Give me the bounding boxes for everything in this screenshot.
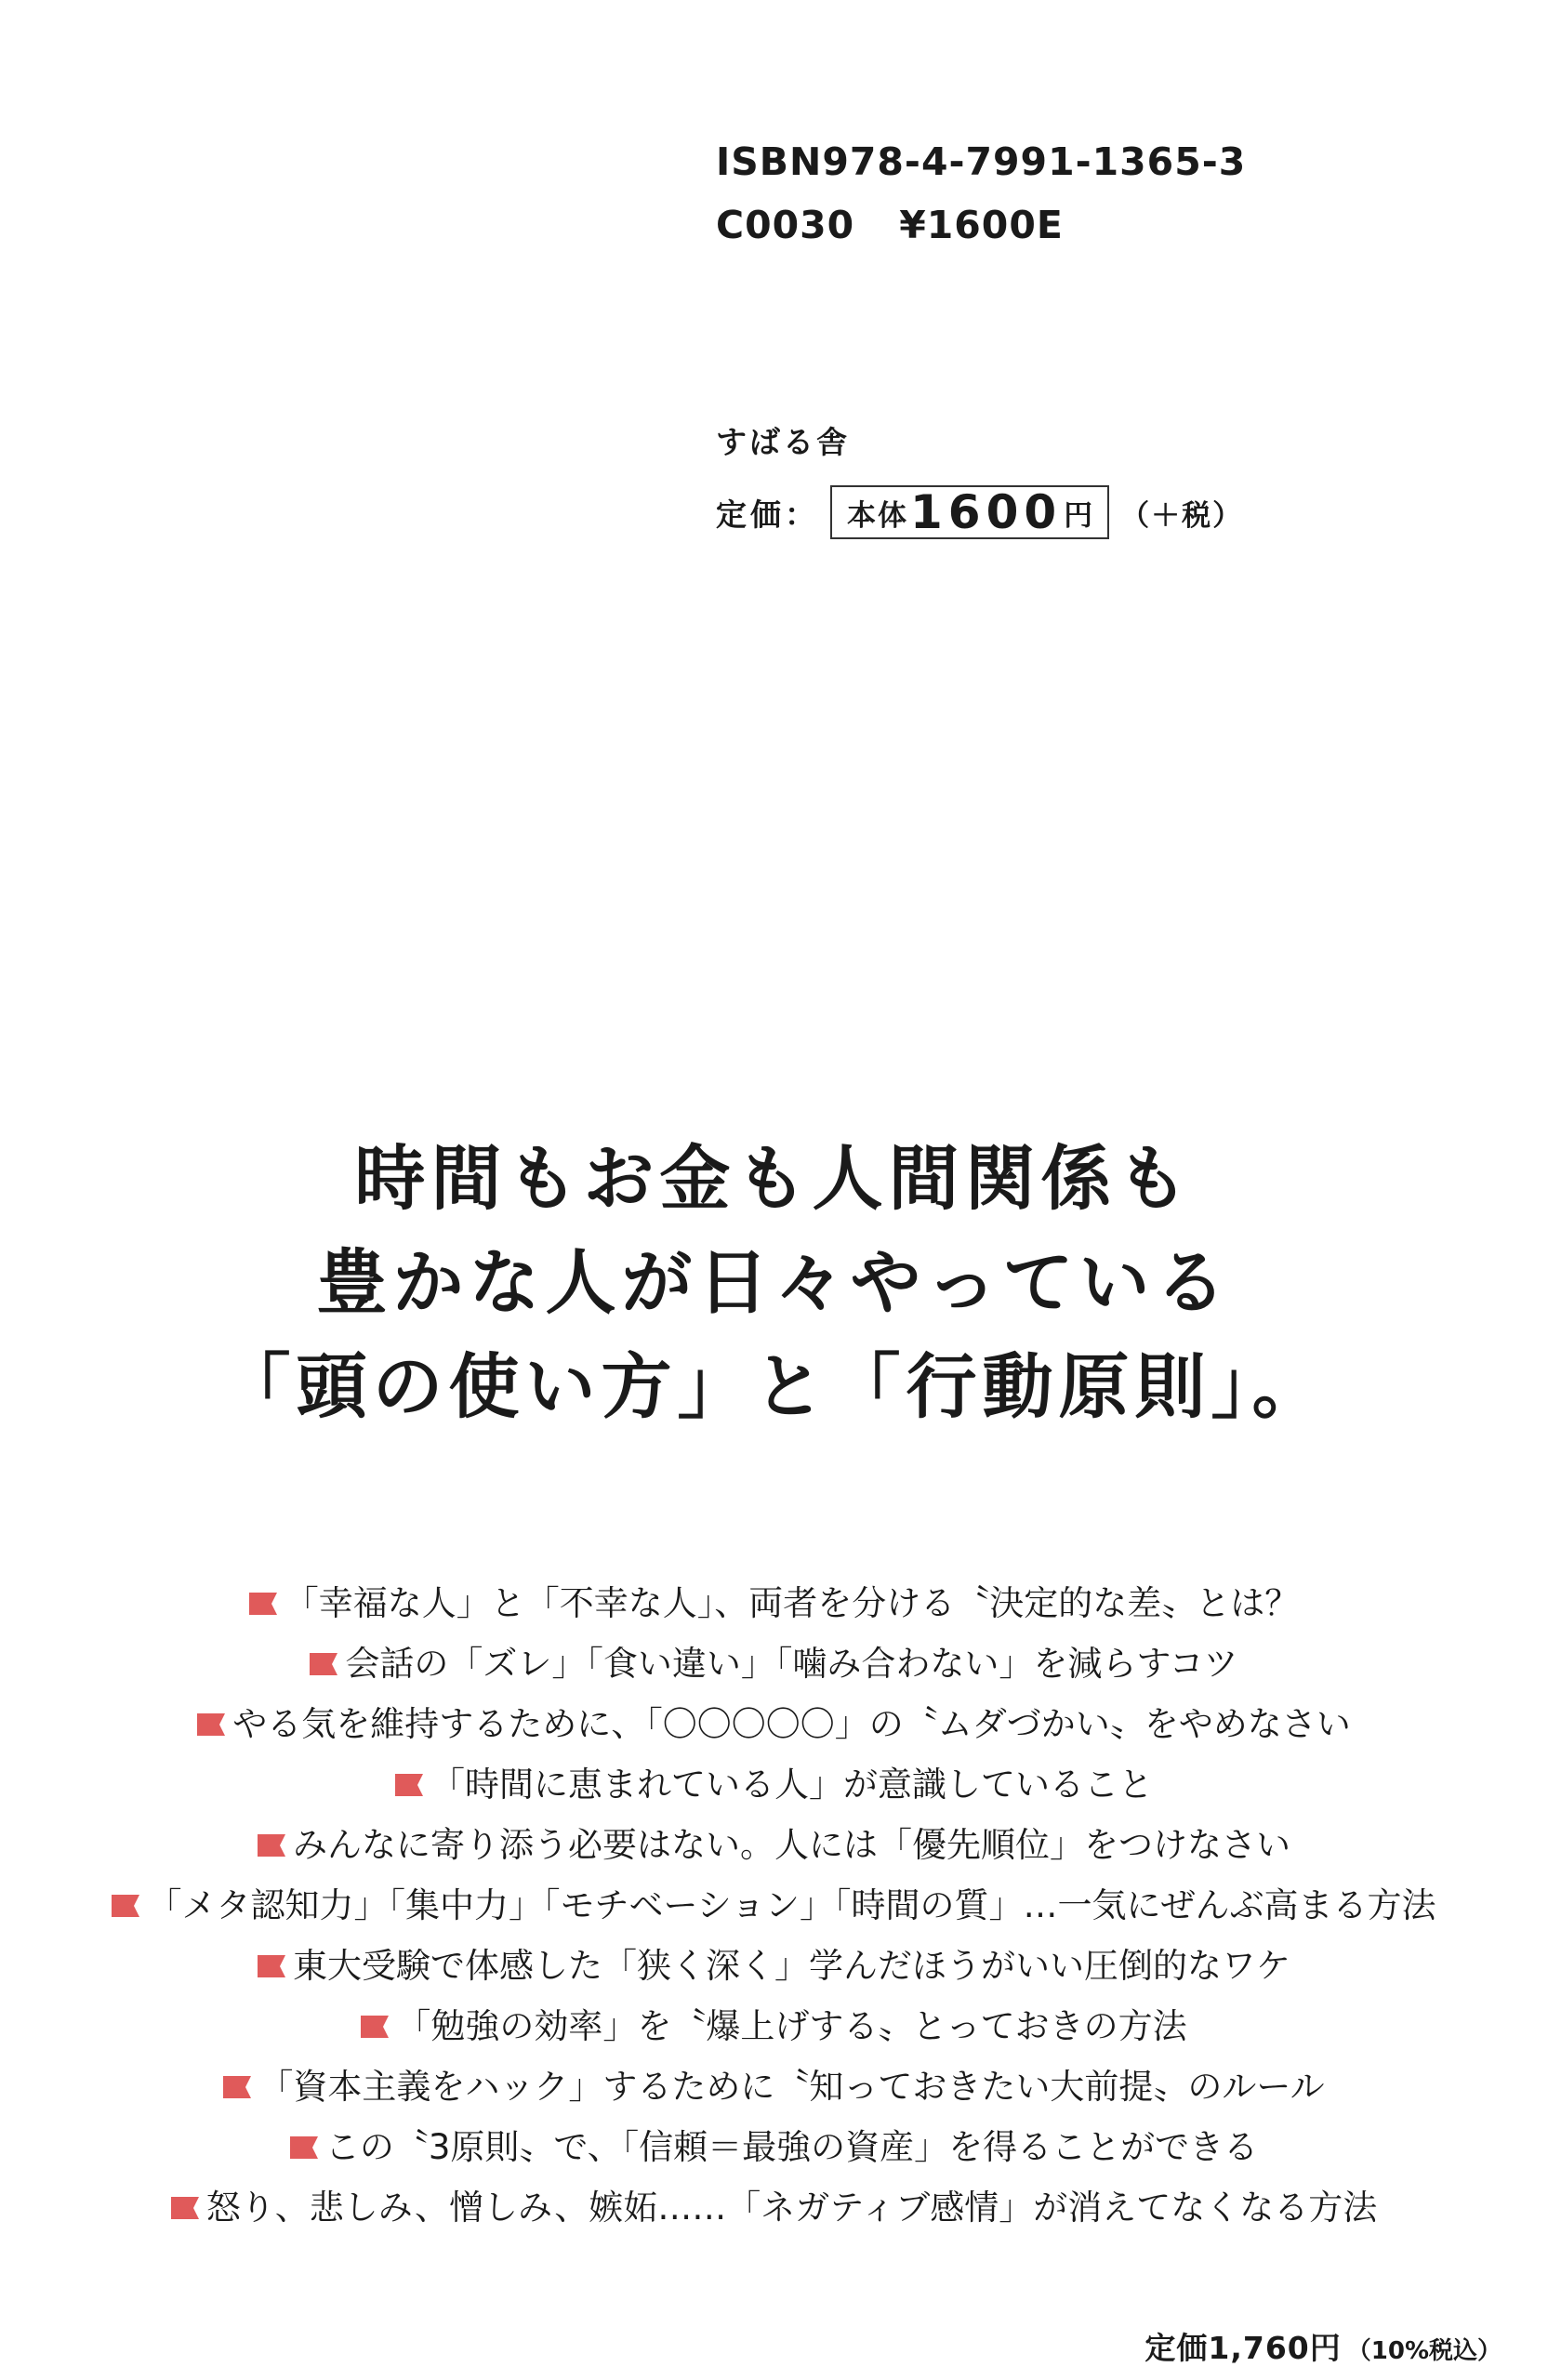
bullet-text: 「メタ認知力」「集中力」「モチベーション」「時間の質」…一気にぜんぶ高まる方法 xyxy=(147,1885,1436,1925)
bullet-text: みんなに寄り添う必要はない。人には「優先順位」をつけなさい xyxy=(293,1825,1290,1865)
headline-line-3: 「頭の使い方」と「行動原則」。 xyxy=(219,1345,1329,1428)
bullet-text: 「幸福な人」と「不幸な人」、両者を分ける〝決定的な差〟とは？ xyxy=(284,1583,1300,1623)
bookmark-icon xyxy=(197,1711,225,1739)
headline xyxy=(0,1127,1548,1439)
classification-price-code xyxy=(716,193,1246,257)
bullet-item xyxy=(0,1996,1548,2056)
bullet-text: 東大受験で体感した「狭く深く」学んだほうがいい圧倒的なワケ xyxy=(293,1946,1290,1986)
bullet-item xyxy=(0,2117,1548,2177)
bullet-item xyxy=(0,2056,1548,2117)
bookmark-icon xyxy=(290,2134,318,2162)
bullet-item xyxy=(0,1936,1548,1996)
bookmark-icon xyxy=(361,2013,389,2041)
price-box-prefix: 本体 xyxy=(847,498,908,533)
classification-code: C0030 xyxy=(716,203,855,247)
price-label: 定価： xyxy=(716,496,819,533)
headline-line-1: 時間もお金も人間関係も xyxy=(354,1137,1194,1220)
bottom-price-sub: （10%税込） xyxy=(1346,2337,1502,2365)
bullet-item xyxy=(0,1573,1548,1633)
bookmark-icon xyxy=(258,1831,285,1859)
isbn-number: ISBN978-4-7991-1365-3 xyxy=(716,139,1247,184)
isbn-block xyxy=(716,130,1246,257)
bookmark-icon xyxy=(223,2073,251,2101)
price-box xyxy=(830,485,1109,539)
bullet-item xyxy=(0,1815,1548,1875)
bullet-text: 「資本主義をハック」するために〝知っておきたい大前提〟のルール xyxy=(258,2067,1325,2107)
price-row xyxy=(716,485,1243,539)
bookmark-icon xyxy=(171,2194,199,2222)
bookmark-icon xyxy=(258,1952,285,1980)
bullet-item xyxy=(0,1754,1548,1815)
bullet-text: 「勉強の効率」を〝爆上げする〟とっておきの方法 xyxy=(396,2006,1187,2046)
bookmark-icon xyxy=(112,1892,139,1920)
bullet-item xyxy=(0,1694,1548,1754)
bullet-list xyxy=(0,1573,1548,2238)
bullet-item xyxy=(0,1875,1548,1936)
price-code: ¥1600E xyxy=(899,203,1064,247)
bottom-price xyxy=(1144,2324,1502,2368)
bookmark-icon xyxy=(310,1650,337,1678)
bullet-item xyxy=(0,2177,1548,2238)
bullet-text: 会話の「ズレ」「食い違い」「噛み合わない」を減らすコツ xyxy=(345,1644,1238,1684)
price-box-amount: 1600 xyxy=(910,485,1063,539)
bookmark-icon xyxy=(395,1771,423,1799)
publisher-name: すばる舎 xyxy=(716,424,850,460)
price-box-suffix: 円 xyxy=(1064,498,1095,533)
bullet-text: この〝3原則〟で、「信頼＝最強の資産」を得ることができる xyxy=(324,2127,1259,2167)
bullet-text: 怒り、悲しみ、憎しみ、嫉妬……「ネガティブ感情」が消えてなくなる方法 xyxy=(205,2188,1378,2228)
bottom-price-main: 定価1,760円 xyxy=(1144,2330,1342,2366)
headline-line-2: 豊かな人が日々やっている xyxy=(316,1241,1232,1324)
bullet-text: やる気を維持するために、「〇〇〇〇〇」の〝ムダづかい〟をやめなさい xyxy=(232,1704,1351,1744)
price-tax-note: （＋税） xyxy=(1120,498,1244,533)
bullet-item xyxy=(0,1633,1548,1694)
bookmark-icon xyxy=(249,1590,277,1618)
bullet-text: 「時間に恵まれている人」が意識していること xyxy=(430,1765,1153,1805)
